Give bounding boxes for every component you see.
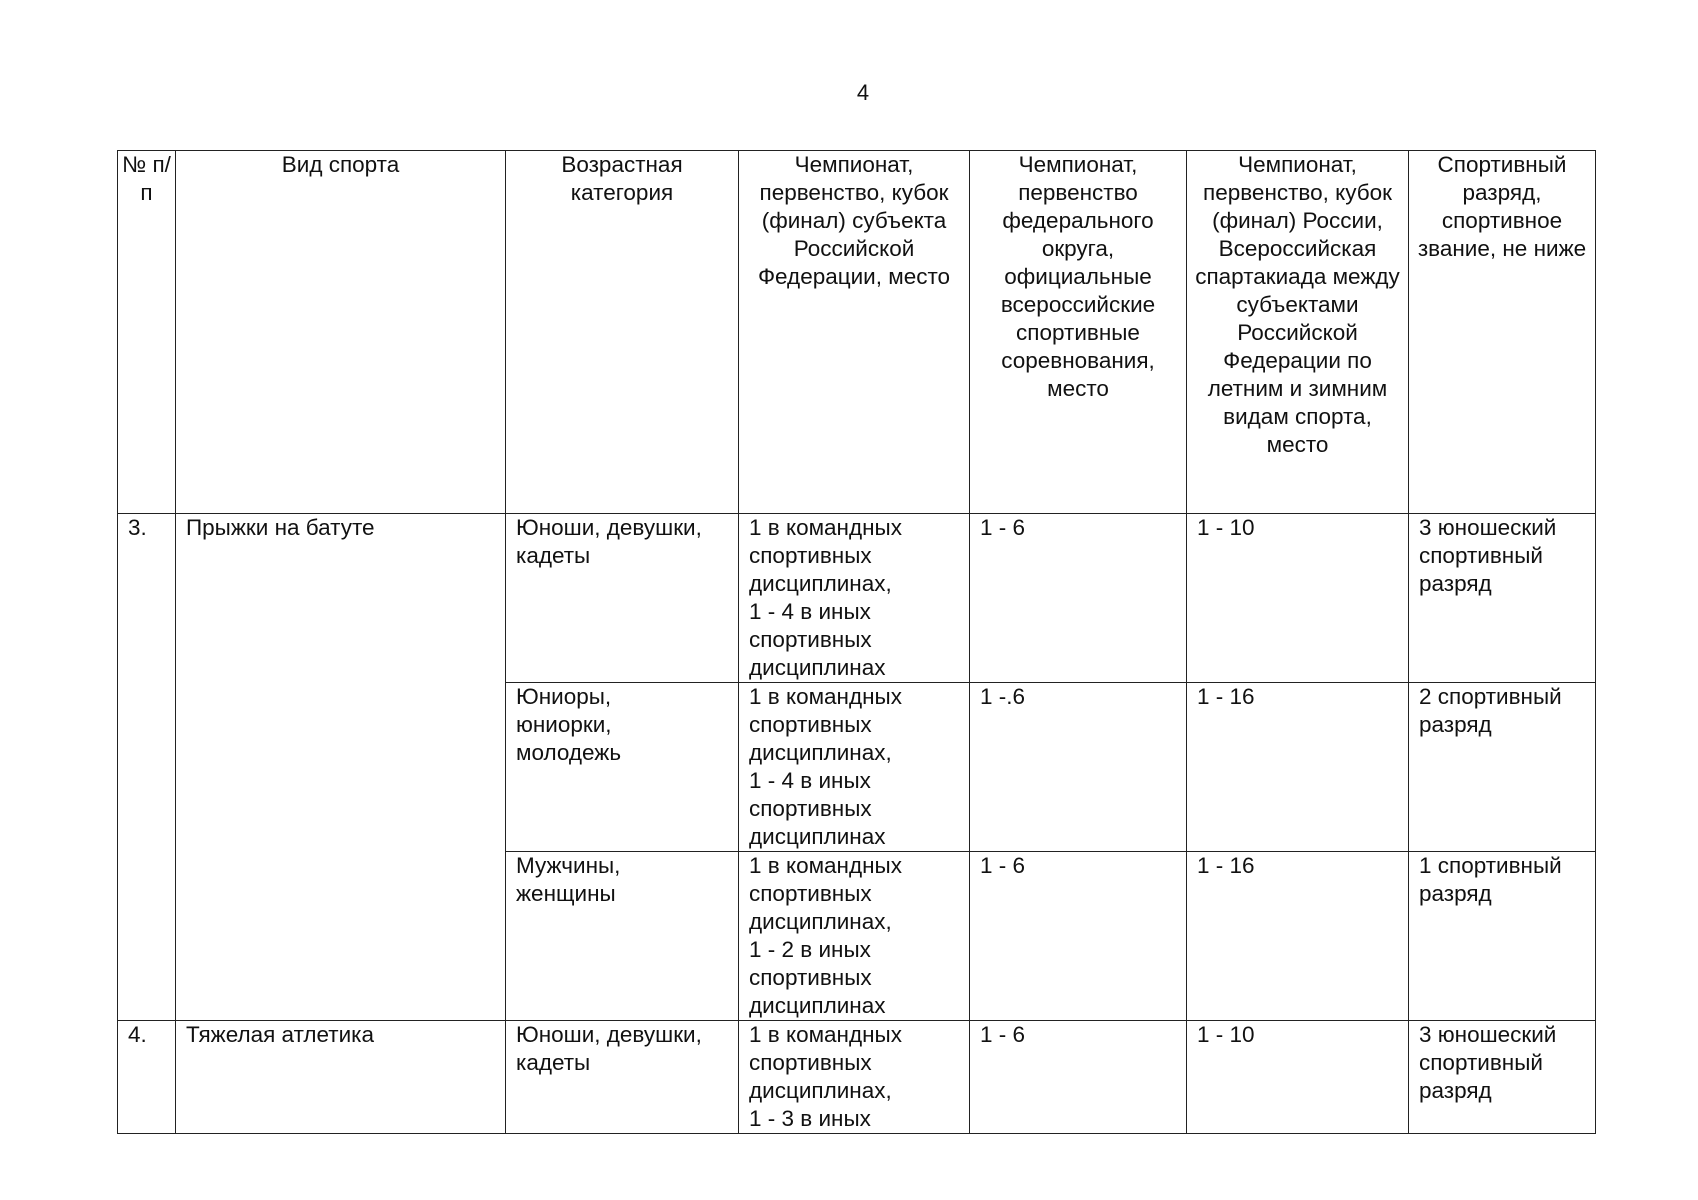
- sport-rank: 3 юношеский спортивный разряд: [1409, 514, 1596, 683]
- age-category: Юниоры, юниорки, молодежь: [506, 683, 739, 852]
- header-sport: Вид спорта: [176, 151, 506, 514]
- russia-place: 1 - 16: [1187, 683, 1409, 852]
- age-category: Юноши, девушки, кадеты: [506, 1021, 739, 1134]
- header-sport-rank: Спортивный разряд, спортивное звание, не ниже: [1409, 151, 1596, 514]
- russia-place: 1 - 10: [1187, 514, 1409, 683]
- russia-place: 1 - 10: [1187, 1021, 1409, 1134]
- age-category: Мужчины, женщины: [506, 852, 739, 1021]
- header-subject-championship: Чемпионат, первенство, кубок (финал) субъекта Российской Федерации, место: [739, 151, 970, 514]
- russia-place: 1 - 16: [1187, 852, 1409, 1021]
- district-place: 1 - 6: [970, 514, 1187, 683]
- subject-place: 1 в командных спортивных дисциплинах, 1 - 4 в иных спортивных дисциплинах: [739, 683, 970, 852]
- header-district-championship: Чемпионат, первенство федерального округа, официальные всероссийские спортивные соревнования, место: [970, 151, 1187, 514]
- table-row: [118, 514, 1596, 683]
- header-age-category: Возрастная категория: [506, 151, 739, 514]
- sport-rank: 3 юношеский спортивный разряд: [1409, 1021, 1596, 1134]
- sport-criteria-table: [117, 150, 1596, 1134]
- header-num: № п/п: [118, 151, 176, 514]
- row-number: 3.: [118, 514, 176, 1021]
- header-russia-championship: Чемпионат, первенство, кубок (финал) России, Всероссийская спартакиада между субъектами Российской Федерации по летним и зимним видам спорта, место: [1187, 151, 1409, 514]
- subject-place: 1 в командных спортивных дисциплинах, 1 - 4 в иных спортивных дисциплинах: [739, 514, 970, 683]
- table-header-row: [118, 151, 1596, 514]
- sport-rank: 2 спортивный разряд: [1409, 683, 1596, 852]
- row-number: 4.: [118, 1021, 176, 1134]
- sport-name: Тяжелая атлетика: [176, 1021, 506, 1134]
- age-category: Юноши, девушки, кадеты: [506, 514, 739, 683]
- district-place: 1 - 6: [970, 852, 1187, 1021]
- subject-place: 1 в командных спортивных дисциплинах, 1 - 3 в иных: [739, 1021, 970, 1134]
- page-number: 4: [856, 80, 870, 105]
- sport-name: Прыжки на батуте: [176, 514, 506, 1021]
- sport-rank: 1 спортивный разряд: [1409, 852, 1596, 1021]
- table-row: [118, 1021, 1596, 1134]
- subject-place: 1 в командных спортивных дисциплинах, 1 - 2 в иных спортивных дисциплинах: [739, 852, 970, 1021]
- district-place: 1 - 6: [970, 1021, 1187, 1134]
- district-place: 1 -.6: [970, 683, 1187, 852]
